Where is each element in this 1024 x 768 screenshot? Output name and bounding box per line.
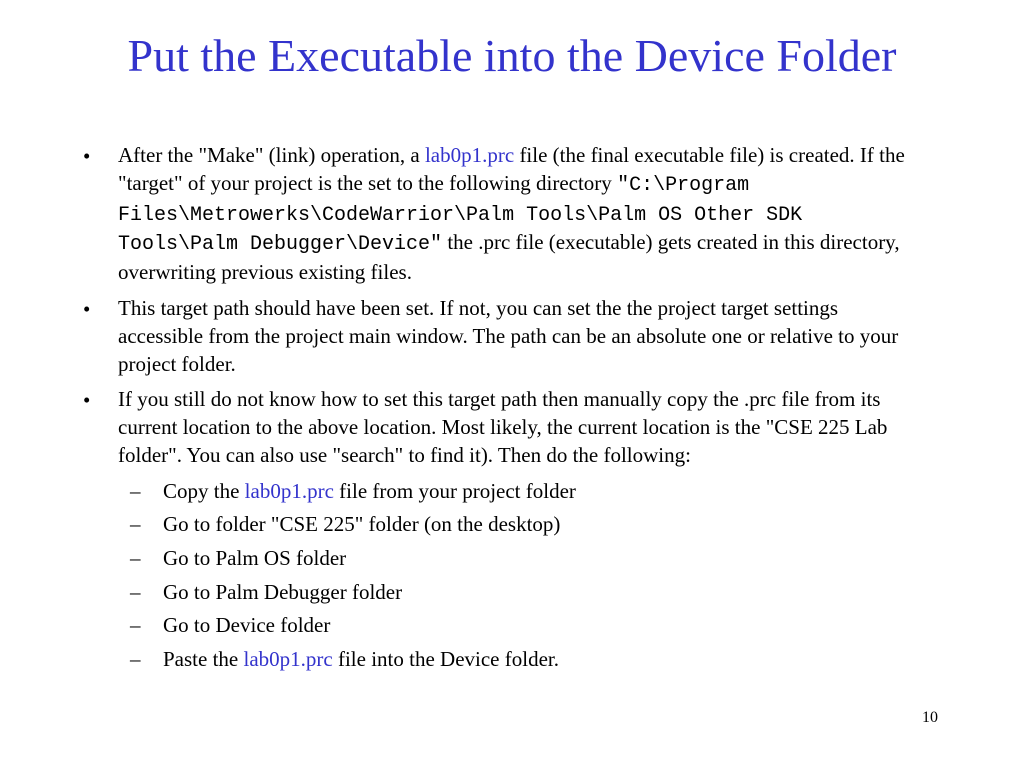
sub-text-segment: file from your project folder	[333, 478, 576, 503]
dash-marker: –	[130, 646, 141, 671]
bullet-text	[118, 142, 923, 287]
sub-list	[0, 475, 1024, 677]
sub-item-text: Go to folder "CSE 225" folder (on the desktop)	[163, 512, 561, 537]
slide-title: Put the Executable into the Device Folder	[127, 30, 897, 81]
filename-link: lab0p1.prc	[424, 143, 515, 167]
bullet-text-segment: file (the final executable file) is created. If the "target" of your project is the set to the following directory	[118, 143, 905, 195]
sub-item-text	[163, 475, 576, 509]
dash-marker: –	[130, 478, 141, 503]
slide-body	[0, 142, 1024, 676]
sub-text-segment: Paste the	[163, 646, 244, 671]
sub-item	[0, 643, 1024, 677]
dash-marker: –	[130, 545, 141, 570]
sub-item-text	[163, 643, 559, 677]
sub-item-text: Go to Palm OS folder	[163, 545, 347, 570]
page-number: 10	[922, 709, 938, 726]
sub-item	[0, 576, 1024, 610]
bullet-text-segment: the .prc file (executable) gets created in this directory, overwriting previous existing files.	[118, 230, 900, 285]
sub-item	[0, 542, 1024, 576]
sub-item	[0, 609, 1024, 643]
sub-item	[0, 475, 1024, 509]
bullet-text: This target path should have been set. If not, you can set the the project target settings accessible from the project main window. The path can be an absolute one or relative to your project folder.	[118, 295, 899, 376]
bullet-text: If you still do not know how to set this target path then manually copy the .prc file from its current location to the above location. Most likely, the current location is the "CSE 225 Lab folder". You can also use "search" to find it). Then do the following:	[118, 387, 888, 467]
sub-item	[0, 508, 1024, 542]
filename-link: lab0p1.prc	[244, 478, 334, 503]
filename-link: lab0p1.prc	[243, 646, 333, 671]
dash-marker: –	[130, 613, 141, 638]
bullet-item	[0, 386, 1024, 469]
bullet-marker: •	[83, 296, 91, 321]
bullet-marker: •	[83, 388, 91, 413]
sub-text-segment: file into the Device folder.	[332, 646, 559, 671]
bullet-item	[0, 142, 1024, 287]
sub-text-segment: Copy the	[163, 478, 245, 503]
bullet-item	[0, 295, 1024, 378]
bullet-text-segment: After the "Make" (link) operation, a	[118, 143, 425, 167]
directory-path: "C:\Program Files\Metrowerks\CodeWarrior\Palm Tools\Palm OS Other SDK Tools\Palm Debugger\Device"	[118, 173, 803, 257]
sub-item-text: Go to Palm Debugger folder	[163, 579, 403, 604]
bullet-marker: •	[83, 144, 91, 168]
dash-marker: –	[130, 579, 141, 604]
dash-marker: –	[130, 512, 141, 537]
sub-item-text: Go to Device folder	[163, 613, 331, 638]
